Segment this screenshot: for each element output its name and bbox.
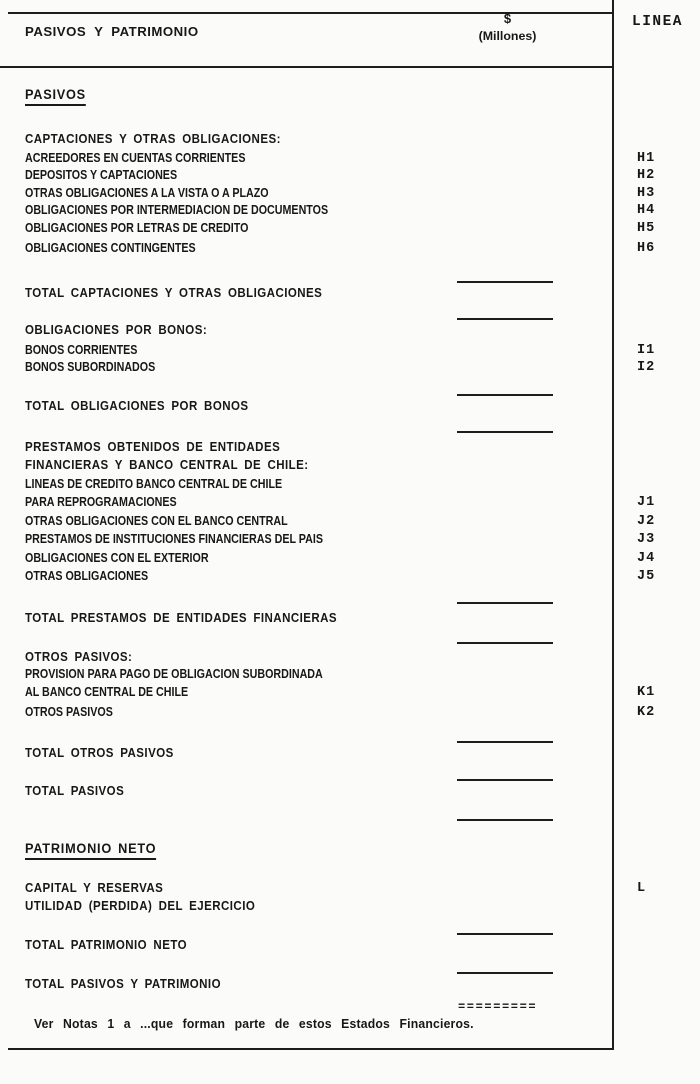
row-label: OBLIGACIONES POR LETRAS DE CREDITO bbox=[25, 221, 249, 235]
linea-column-header: LINEA bbox=[632, 14, 684, 30]
amount-fill-line bbox=[457, 394, 553, 396]
row-k1 bbox=[0, 683, 700, 701]
amount-fill-line bbox=[457, 642, 553, 644]
amount-fill-line bbox=[457, 318, 553, 320]
row-label: ACREEDORES EN CUENTAS CORRIENTES bbox=[25, 151, 246, 165]
row-j2 bbox=[0, 512, 700, 530]
heading-otros-pasivos bbox=[0, 648, 700, 666]
row-k2 bbox=[0, 703, 700, 721]
section-title-label: PATRIMONIO NETO bbox=[25, 840, 156, 860]
section-title-pasivos bbox=[0, 86, 700, 104]
line-code: J1 bbox=[637, 495, 656, 510]
row-total-pasivos bbox=[0, 782, 700, 800]
total-label: TOTAL OBLIGACIONES POR BONOS bbox=[25, 398, 249, 413]
line-code: H1 bbox=[637, 151, 656, 166]
line-code: L bbox=[637, 881, 647, 896]
row-h5 bbox=[0, 219, 700, 237]
section-title-label: PASIVOS bbox=[25, 86, 86, 106]
heading-label: FINANCIERAS Y BANCO CENTRAL DE CHILE: bbox=[25, 457, 309, 472]
row-h3 bbox=[0, 184, 700, 202]
row-label: AL BANCO CENTRAL DE CHILE bbox=[25, 685, 189, 699]
row-label: OTRAS OBLIGACIONES CON EL BANCO CENTRAL bbox=[25, 514, 288, 528]
line-code: K2 bbox=[637, 705, 656, 720]
row-total-bonos bbox=[0, 397, 700, 415]
row-label: OBLIGACIONES CON EL EXTERIOR bbox=[25, 551, 209, 565]
total-label: TOTAL PATRIMONIO NETO bbox=[25, 937, 188, 952]
total-label: TOTAL PASIVOS Y PATRIMONIO bbox=[25, 976, 222, 991]
row-label: OTRAS OBLIGACIONES bbox=[25, 569, 149, 583]
currency-unit-label: (Millones) bbox=[478, 29, 537, 43]
row-h6 bbox=[0, 239, 700, 257]
row-label: PARA REPROGRAMACIONES bbox=[25, 495, 177, 509]
heading-label: OBLIGACIONES POR BONOS: bbox=[25, 322, 208, 337]
page-title: PASIVOS Y PATRIMONIO bbox=[25, 24, 199, 39]
row-label: BONOS CORRIENTES bbox=[25, 343, 138, 357]
row-l bbox=[0, 879, 700, 897]
row-label: UTILIDAD (PERDIDA) DEL EJERCICIO bbox=[25, 898, 256, 913]
line-code: H4 bbox=[637, 203, 656, 218]
row-h4 bbox=[0, 201, 700, 219]
row-label: OBLIGACIONES POR INTERMEDIACION DE DOCUMENTOS bbox=[25, 203, 329, 217]
amount-fill-line bbox=[457, 741, 553, 743]
line-code: I2 bbox=[637, 360, 656, 375]
row-total-captaciones bbox=[0, 284, 700, 302]
total-label: TOTAL OTROS PASIVOS bbox=[25, 745, 174, 760]
line-code: K1 bbox=[637, 685, 656, 700]
row-lineas-credito bbox=[0, 475, 700, 493]
footnote: Ver Notas 1 a ...que forman parte de estos Estados Financieros. bbox=[34, 1017, 474, 1031]
bottom-border-line bbox=[8, 1048, 614, 1050]
total-label: TOTAL PASIVOS bbox=[25, 783, 125, 798]
line-code: H5 bbox=[637, 221, 656, 236]
total-label: TOTAL PRESTAMOS DE ENTIDADES FINANCIERAS bbox=[25, 610, 338, 625]
amount-fill-line bbox=[457, 779, 553, 781]
heading-label: OTROS PASIVOS: bbox=[25, 649, 133, 664]
amount-fill-line bbox=[457, 933, 553, 935]
row-label: CAPITAL Y RESERVAS bbox=[25, 880, 164, 895]
row-label: OBLIGACIONES CONTINGENTES bbox=[25, 241, 196, 255]
row-h1 bbox=[0, 149, 700, 167]
heading-prestamos-line1 bbox=[0, 438, 700, 456]
row-i2 bbox=[0, 358, 700, 376]
amount-fill-line bbox=[457, 819, 553, 821]
grand-total-double-rule: ========= bbox=[458, 1000, 538, 1014]
row-label: DEPOSITOS Y CAPTACIONES bbox=[25, 168, 178, 182]
amount-fill-line bbox=[457, 281, 553, 283]
row-j4 bbox=[0, 549, 700, 567]
row-label: BONOS SUBORDINADOS bbox=[25, 360, 156, 374]
line-code: J2 bbox=[637, 514, 656, 529]
line-code: J4 bbox=[637, 551, 656, 566]
currency-symbol: $ bbox=[503, 11, 512, 26]
heading-captaciones bbox=[0, 130, 700, 148]
amount-fill-line bbox=[457, 602, 553, 604]
heading-bonos bbox=[0, 321, 700, 339]
row-j1 bbox=[0, 493, 700, 511]
row-h2 bbox=[0, 166, 700, 184]
row-j3 bbox=[0, 530, 700, 548]
row-label: OTRAS OBLIGACIONES A LA VISTA O A PLAZO bbox=[25, 186, 269, 200]
section-title-patrimonio bbox=[0, 840, 700, 858]
row-label: OTROS PASIVOS bbox=[25, 705, 113, 719]
row-i1 bbox=[0, 341, 700, 359]
row-total-general bbox=[0, 975, 700, 993]
row-j5 bbox=[0, 567, 700, 585]
row-label: PROVISION PARA PAGO DE OBLIGACION SUBORDINADA bbox=[25, 667, 323, 681]
row-label: PRESTAMOS DE INSTITUCIONES FINANCIERAS DEL PAIS bbox=[25, 532, 323, 546]
line-code: J5 bbox=[637, 569, 656, 584]
total-label: TOTAL CAPTACIONES Y OTRAS OBLIGACIONES bbox=[25, 285, 323, 300]
row-total-prestamos bbox=[0, 609, 700, 627]
row-total-otros-pasivos bbox=[0, 744, 700, 762]
row-label: LINEAS DE CREDITO BANCO CENTRAL DE CHILE bbox=[25, 477, 283, 491]
row-provision bbox=[0, 665, 700, 683]
heading-label: PRESTAMOS OBTENIDOS DE ENTIDADES bbox=[25, 439, 281, 454]
line-code: J3 bbox=[637, 532, 656, 547]
row-utilidad bbox=[0, 897, 700, 915]
line-code: H3 bbox=[637, 186, 656, 201]
line-code: H2 bbox=[637, 168, 656, 183]
heading-prestamos-line2 bbox=[0, 456, 700, 474]
amount-fill-line bbox=[457, 431, 553, 433]
line-code: I1 bbox=[637, 343, 656, 358]
line-code: H6 bbox=[637, 241, 656, 256]
amount-fill-line bbox=[457, 972, 553, 974]
row-total-patrimonio bbox=[0, 936, 700, 954]
heading-label: CAPTACIONES Y OTRAS OBLIGACIONES: bbox=[25, 131, 281, 146]
header-separator-line bbox=[0, 66, 614, 68]
